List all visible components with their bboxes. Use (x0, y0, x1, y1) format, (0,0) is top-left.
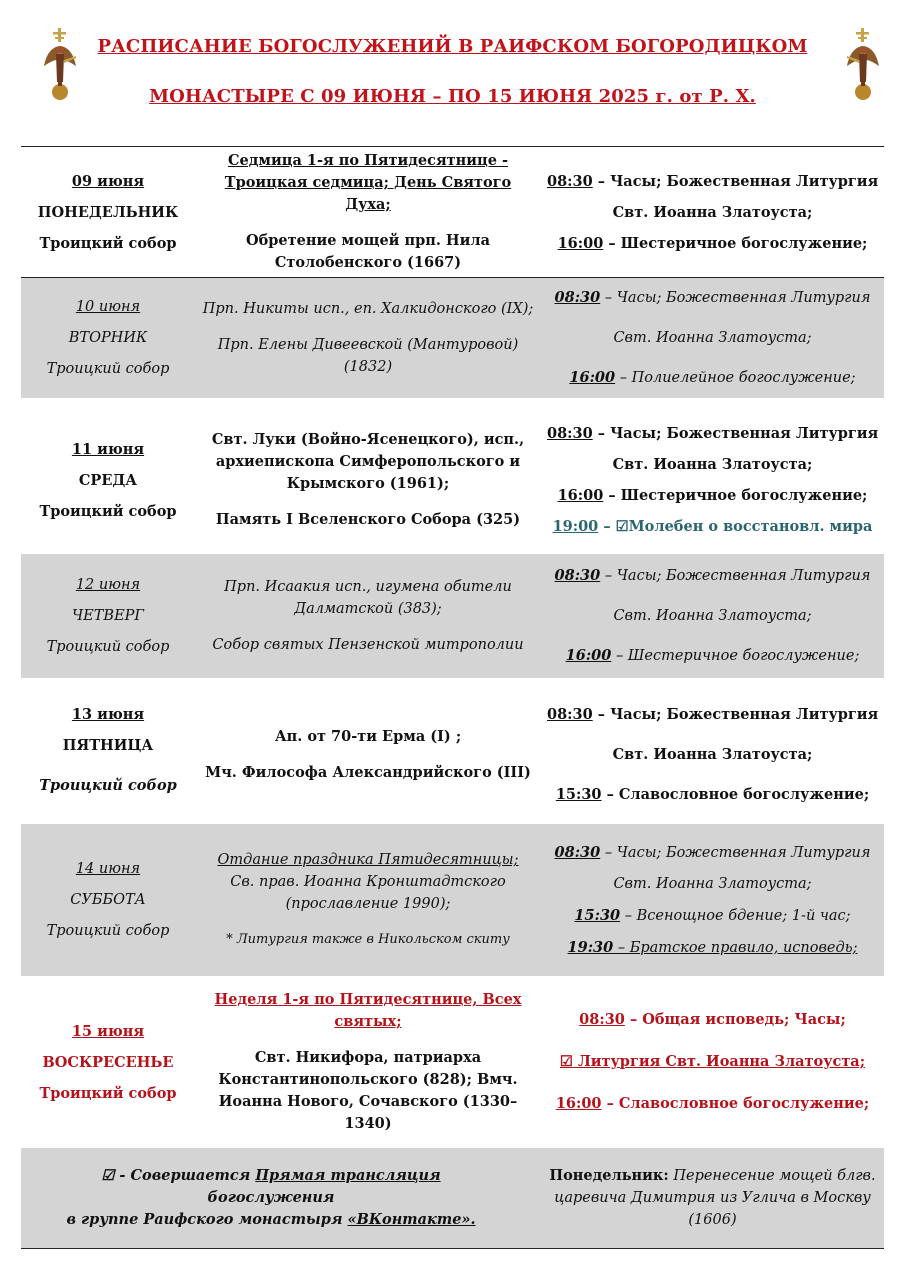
service-time: 19:00 (552, 518, 599, 535)
service-line (547, 556, 878, 596)
day-row-friday (21, 686, 884, 824)
service-time: 19:30 (567, 938, 614, 956)
day-weekday: ПОНЕДЕЛЬНИК (37, 203, 179, 221)
service-time: 15:30 (555, 786, 602, 803)
feast-primary: Ап. от 70-ти Ерма (I) ; (274, 728, 462, 745)
monday-note (547, 1165, 878, 1231)
monday-text: Перенесение мощей блгв. царевича Димитрия из Углича в Москву (1606) (554, 1167, 876, 1228)
day-date: 13 июня (71, 706, 145, 723)
service-cont: Свт. Иоанна Златоуста; (613, 330, 812, 346)
service-text: – Часы; Божественная Литургия (592, 425, 879, 442)
service-line (547, 900, 878, 932)
feast-secondary: Память I Вселенского Собора (325) (215, 511, 521, 528)
broadcast-group: в группе Раифского монастыря (66, 1210, 348, 1228)
service-text: – Полиелейное богослужение; (615, 370, 856, 386)
service-time: 16:00 (555, 1095, 602, 1112)
day-weekday: ВТОРНИК (68, 329, 148, 346)
day-weekday: ПЯТНИЦА (62, 737, 154, 754)
service-line (547, 999, 878, 1041)
day-row-tuesday (21, 278, 884, 399)
service-cont: ☑ Литургия Свт. Иоанна Златоуста; (559, 1053, 866, 1070)
title-line-1: РАСПИСАНИЕ БОГОСЛУЖЕНИЙ В РАИФСКОМ БОГОРОДИЦКОМ (97, 36, 808, 57)
service-time: 15:30 (574, 906, 621, 924)
day-date: 12 июня (75, 576, 141, 593)
monday-label: Понедельник: (549, 1166, 669, 1184)
day-date: 10 июня (75, 298, 141, 315)
service-text: – Часы; Божественная Литургия (600, 568, 871, 584)
service-line (547, 418, 878, 449)
service-text: – Шестеричное богослужение; (603, 487, 868, 504)
feast-secondary: Св. прав. Иоанна Кронштадтского (прославление 1990); (230, 874, 506, 912)
angel-emblem-left-icon (40, 26, 80, 108)
service-time: 08:30 (547, 425, 593, 442)
day-date: 09 июня (71, 172, 145, 190)
broadcast-note-line2 (41, 1209, 501, 1231)
day-row-thursday (21, 554, 884, 678)
service-time: 16:00 (557, 487, 604, 504)
service-text: – Славословное богослужение; (601, 786, 870, 803)
feast-secondary: Мч. Философа Александрийского (III) (205, 764, 531, 781)
service-line (547, 1083, 878, 1125)
broadcast-link[interactable]: Прямая трансляция (255, 1166, 441, 1184)
service-time: 16:00 (565, 647, 612, 664)
title-line-2: МОНАСТЫРЕ С 09 ИЮНЯ – ПО 15 ИЮНЯ 2025 г. от Р. Х. (149, 86, 756, 107)
service-line (547, 358, 878, 398)
feast-secondary: Обретение мощей прп. Нила Столобенского (1667) (245, 232, 491, 271)
service-text: – Шестеричное богослужение; (611, 648, 860, 664)
day-row-wednesday (21, 406, 884, 554)
service-time: 08:30 (554, 289, 601, 306)
service-line (547, 695, 878, 735)
feast-primary: Неделя 1-я по Пятидесятнице, Всех святых; (214, 991, 522, 1030)
day-weekday: СУББОТА (70, 891, 146, 908)
day-date: 11 июня (71, 440, 145, 458)
day-row-sunday (21, 976, 884, 1148)
service-time: 08:30 (547, 172, 593, 190)
feast-primary: Седмица 1-я по Пятидесятнице - Троицкая седмица; День Святого Духа; (224, 152, 512, 213)
service-line (547, 228, 878, 259)
service-text: – Шестеричное богослужение; (603, 234, 868, 252)
feast-primary: Отдание праздника Пятидесятницы; (217, 852, 519, 868)
day-place: Троицкий собор (39, 1084, 177, 1102)
service-text: – Часы; Божественная Литургия (592, 172, 879, 190)
broadcast-note (41, 1165, 501, 1209)
service-time: 08:30 (554, 567, 601, 584)
day-weekday: СРЕДА (78, 471, 138, 489)
service-line (547, 837, 878, 869)
broadcast-mid: богослужения (207, 1188, 335, 1206)
day-place: Троицкий собор (46, 922, 170, 939)
service-time: 08:30 (554, 843, 601, 861)
service-line (547, 511, 878, 542)
footer-row (21, 1148, 884, 1248)
service-text: – Часы; Божественная Литургия (600, 290, 871, 306)
feast-secondary: Свт. Никифора, патриарха Константинопольского (828); Вмч. Иоанна Нового, Сочавского (1330–1340) (218, 1049, 518, 1132)
service-time: 16:00 (569, 369, 616, 386)
day-row-saturday (21, 824, 884, 976)
service-text: – Часы; Божественная Литургия (592, 706, 879, 723)
service-text: – Общая исповедь; Часы; (624, 1011, 846, 1028)
feast-primary: Свт. Луки (Войно-Ясенецкого), исп., архиепископа Симферопольского и Крымского (1961); (211, 431, 525, 492)
day-place: Троицкий собор (39, 234, 177, 252)
service-line (547, 932, 878, 964)
schedule-table (21, 146, 884, 1249)
service-cont: Свт. Иоанна Златоуста; (612, 456, 813, 473)
service-time: 08:30 (547, 706, 593, 723)
day-place: Троицкий собор (46, 638, 170, 655)
service-text: – Часы; Божественная Литургия (600, 844, 871, 861)
service-text: – ☑Молебен о восстановл. мира (598, 518, 873, 535)
feast-primary: Прп. Никиты исп., еп. Халкидонского (IX); (202, 301, 534, 317)
service-cont: Свт. Иоанна Златоуста; (613, 875, 812, 892)
day-date: 14 июня (75, 860, 141, 877)
service-text: – Всенощное бдение; 1-й час; (620, 907, 851, 924)
service-cont: Свт. Иоанна Златоуста; (613, 608, 812, 624)
service-text: – Славословное богослужение; (601, 1095, 870, 1112)
day-place: Троицкий собор (39, 777, 177, 794)
angel-emblem-right-icon (843, 26, 883, 108)
service-line (547, 278, 878, 318)
service-line (547, 775, 878, 815)
day-date: 15 июня (71, 1022, 145, 1040)
feast-secondary: Прп. Елены Дивеевской (Мантуровой) (1832) (217, 337, 519, 375)
feast-primary: Прп. Исаакия исп., игумена обители Далматской (383); (224, 579, 512, 617)
day-place: Троицкий собор (39, 502, 177, 520)
day-weekday: ВОСКРЕСЕНЬЕ (42, 1053, 174, 1071)
day-weekday: ЧЕТВЕРГ (71, 607, 145, 624)
service-cont: Свт. Иоанна Златоуста; (612, 203, 813, 221)
service-time: 08:30 (579, 1011, 625, 1028)
service-line (547, 480, 878, 511)
day-place: Троицкий собор (46, 360, 170, 377)
service-text: – Братское правило, исповедь; (613, 939, 858, 956)
service-line (547, 166, 878, 197)
service-time: 16:00 (557, 234, 604, 252)
day-row-monday (21, 147, 884, 278)
service-cont: Свт. Иоанна Златоуста; (612, 746, 813, 763)
service-line (547, 636, 878, 676)
skete-note: * Литургия также в Никольском скиту (226, 932, 510, 947)
broadcast-prefix: ☑ - Совершается (101, 1166, 256, 1184)
vk-link[interactable]: «ВКонтакте». (347, 1210, 476, 1228)
feast-secondary: Собор святых Пензенской митрополии (212, 637, 524, 653)
